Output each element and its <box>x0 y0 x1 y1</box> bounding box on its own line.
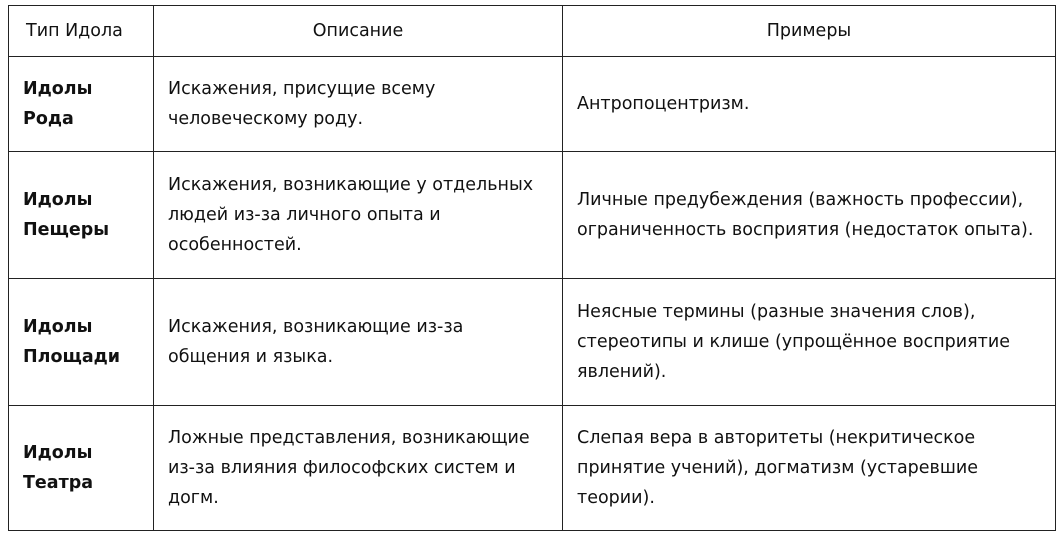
cell-type: Идолы Площади <box>9 279 154 406</box>
cell-examples: Слепая вера в авторитеты (некритическое принятие учений), догматизм (устаревшие теории). <box>563 406 1056 531</box>
table-row <box>9 152 1056 279</box>
header-examples: Примеры <box>563 6 1056 57</box>
cell-description: Искажения, возникающие у отдельных людей из-за личного опыта и особенностей. <box>154 152 563 279</box>
table-body <box>9 57 1056 531</box>
table-row <box>9 406 1056 531</box>
table-row <box>9 57 1056 152</box>
cell-description: Искажения, присущие всему человеческому роду. <box>154 57 563 152</box>
cell-type: Идолы Театра <box>9 406 154 531</box>
cell-examples: Неясные термины (разные значения слов), стереотипы и клише (упрощённое восприятие явлений). <box>563 279 1056 406</box>
header-row <box>9 6 1056 57</box>
cell-type: Идолы Рода <box>9 57 154 152</box>
table-row <box>9 279 1056 406</box>
cell-description: Ложные представления, возникающие из-за влияния философских систем и догм. <box>154 406 563 531</box>
header-type: Тип Идола <box>9 6 154 57</box>
idols-table <box>8 5 1056 531</box>
cell-type: Идолы Пещеры <box>9 152 154 279</box>
cell-examples: Антропоцентризм. <box>563 57 1056 152</box>
table-header <box>9 6 1056 57</box>
cell-examples: Личные предубеждения (важность профессии), ограниченность восприятия (недостаток опыта). <box>563 152 1056 279</box>
cell-description: Искажения, возникающие из-за общения и языка. <box>154 279 563 406</box>
header-description: Описание <box>154 6 563 57</box>
